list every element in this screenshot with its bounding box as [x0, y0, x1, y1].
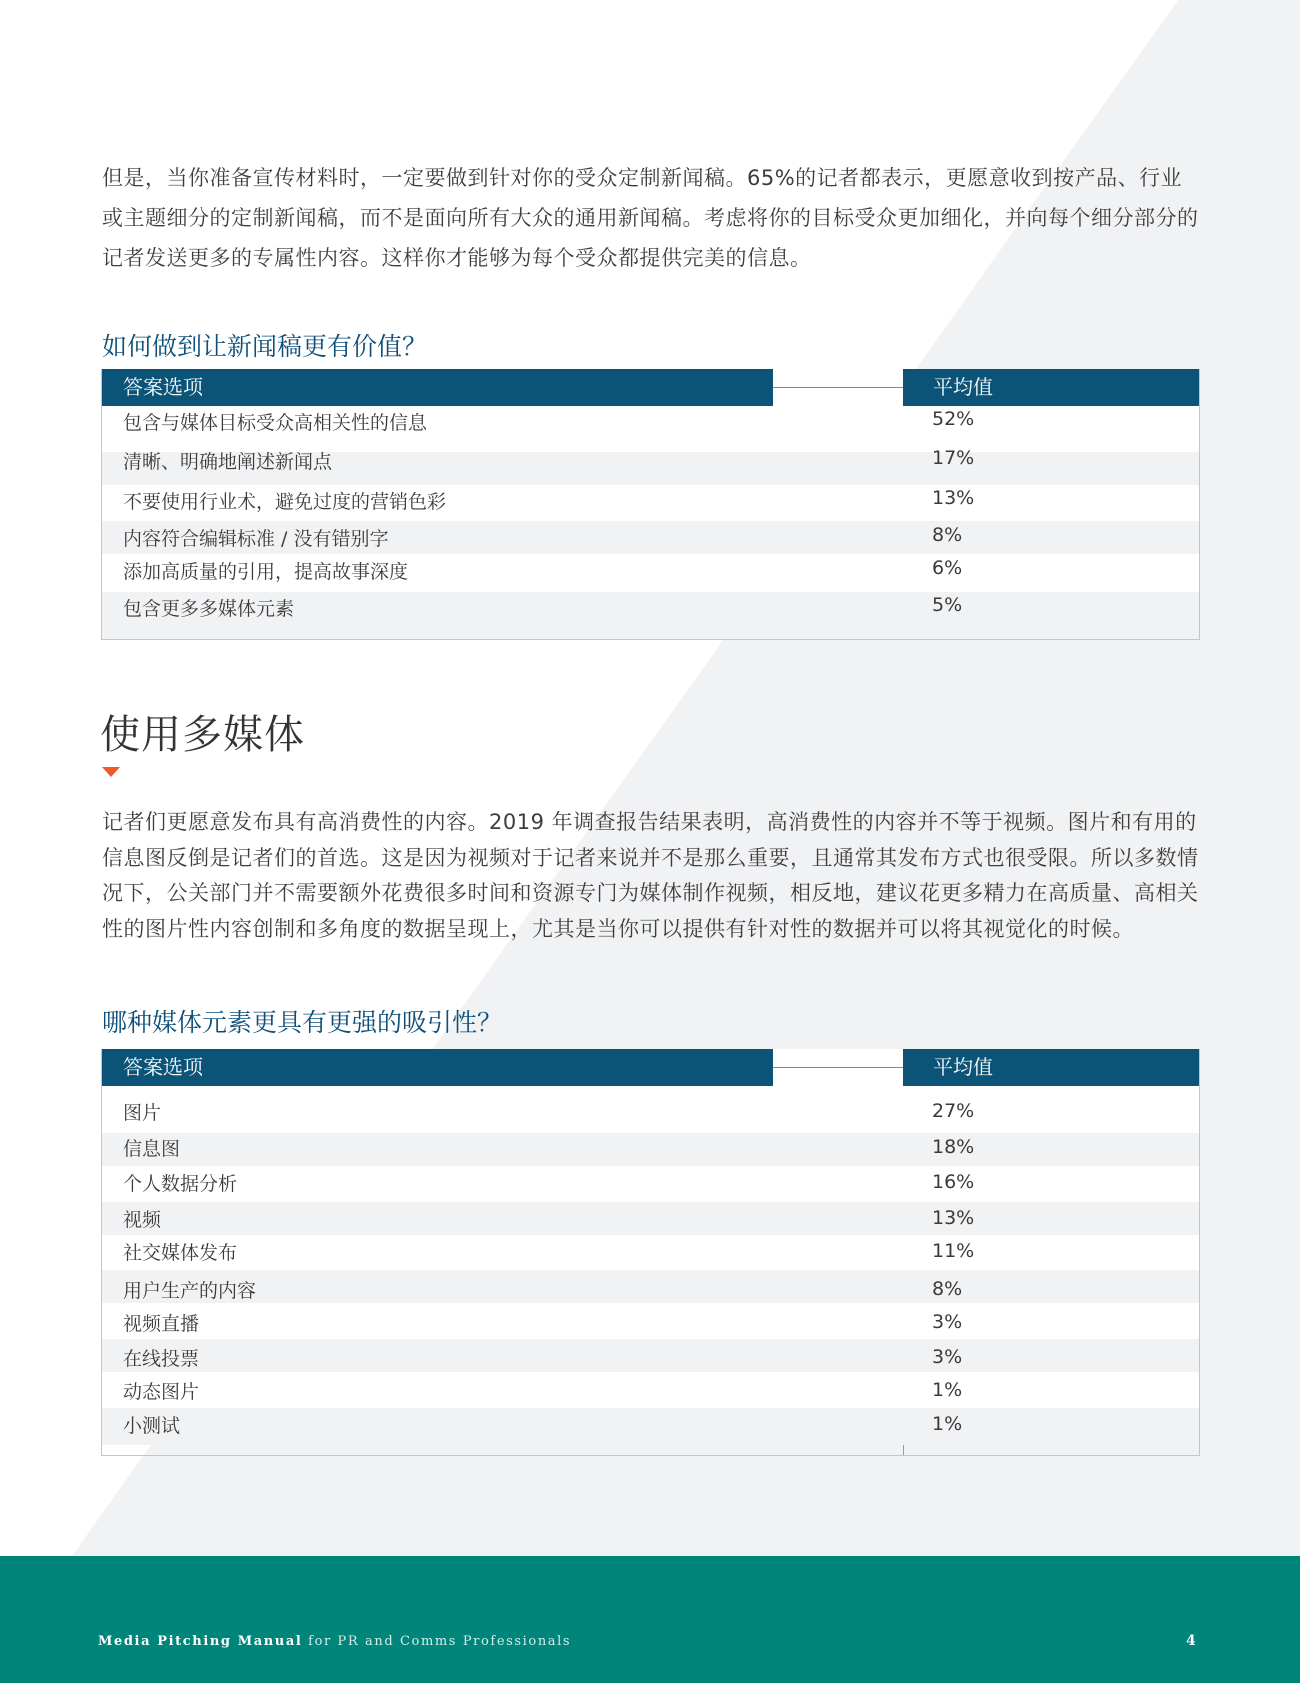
- header-connector-line: [773, 1067, 903, 1068]
- table-row: [102, 485, 1199, 521]
- row-option: 个人数据分析: [123, 1173, 238, 1195]
- row-value: 1%: [932, 1379, 963, 1401]
- table-header: [102, 1049, 1199, 1086]
- footer-title: [98, 1634, 571, 1649]
- row-value: 27%: [932, 1100, 975, 1122]
- row-value: 8%: [932, 524, 963, 546]
- row-option: 在线投票: [123, 1348, 200, 1370]
- table-2-title: 哪种媒体元素更具有更强的吸引性？: [102, 1008, 503, 1037]
- table-row: [102, 1202, 1199, 1235]
- media-elements-table: [101, 1049, 1200, 1456]
- table-row: [102, 1235, 1199, 1270]
- table-row: [102, 521, 1199, 554]
- header-average: 平均值: [903, 369, 1199, 406]
- triangle-marker-icon: [102, 767, 120, 777]
- table-row: [102, 1133, 1199, 1166]
- row-option: 动态图片: [123, 1381, 200, 1403]
- intro-paragraph: 但是，当你准备宣传材料时，一定要做到针对你的受众定制新闻稿。65%的记者都表示，更愿意收到按产品、行业或主题细分的定制新闻稿，而不是面向所有大众的通用新闻稿。考虑将你的目标受众更加细化，并向每个细分部分的记者发送更多的专属性内容。这样你才能够为每个受众都提供完美的信息。: [102, 166, 1199, 270]
- row-value: 13%: [932, 1207, 975, 1229]
- footer-bar: [0, 1556, 1300, 1683]
- table-body: [102, 406, 1199, 639]
- footer-title-bold: Media Pitching Manual: [98, 1634, 303, 1649]
- table-row: [102, 1166, 1199, 1202]
- table-row: [102, 554, 1199, 592]
- row-option: 视频直播: [123, 1313, 200, 1335]
- header-connector-line: [773, 387, 903, 388]
- row-value: 5%: [932, 594, 963, 616]
- row-value: 3%: [932, 1311, 963, 1333]
- table-1-title: 如何做到让新闻稿更有价值？: [102, 332, 428, 361]
- row-value: 6%: [932, 557, 963, 579]
- table-row: [102, 592, 1199, 639]
- table-row: [102, 1303, 1199, 1339]
- multimedia-paragraph: 记者们更愿意发布具有高消费性的内容。2019 年调查报告结果表明，高消费性的内容并不等于视频。图片和有用的信息图反倒是记者们的首选。这是因为视频对于记者来说并不是那么重要，且通常其发布方式也很受限。所以多数情况下，公关部门并不需要额外花费很多时间和资源专门为媒体制作视频，相反地，建议花更多精力在高质量、高相关性的图片性内容创制和多角度的数据呈现上，尤其是当你可以提供有针对性的数据并可以将其视觉化的时候。: [102, 810, 1199, 941]
- row-value: 13%: [932, 487, 975, 509]
- table-row: [102, 447, 1199, 485]
- row-value: 17%: [932, 447, 975, 469]
- row-option: 视频: [123, 1209, 162, 1231]
- row-option: 添加高质量的引用，提高故事深度: [123, 561, 409, 583]
- row-value: 3%: [932, 1346, 963, 1368]
- press-release-value-table: [101, 369, 1200, 640]
- row-option: 小测试: [123, 1415, 181, 1437]
- row-option: 包含与媒体目标受众高相关性的信息: [123, 412, 428, 434]
- table-row: [102, 1086, 1199, 1133]
- footer-title-rest: for PR and Comms Professionals: [302, 1634, 572, 1649]
- table-row: [102, 1372, 1199, 1408]
- page-number: 4: [1186, 1633, 1196, 1649]
- row-value: 52%: [932, 408, 975, 430]
- row-option: 内容符合编辑标准 / 没有错别字: [123, 528, 389, 550]
- table-row: [102, 1270, 1199, 1303]
- table-row: [102, 1339, 1199, 1372]
- table-row: [102, 406, 1199, 452]
- header-answer-option: 答案选项: [102, 1049, 773, 1086]
- row-value: 18%: [932, 1136, 975, 1158]
- row-option: 包含更多多媒体元素: [123, 598, 295, 620]
- header-average: 平均值: [903, 1049, 1199, 1086]
- table-row: [102, 1408, 1199, 1445]
- row-option: 图片: [123, 1102, 162, 1124]
- row-option: 用户生产的内容: [123, 1280, 257, 1302]
- row-value: 8%: [932, 1278, 963, 1300]
- table-header: [102, 369, 1199, 406]
- row-value: 16%: [932, 1171, 975, 1193]
- row-value: 11%: [932, 1240, 975, 1262]
- row-option: 信息图: [123, 1138, 181, 1160]
- table-body: [102, 1086, 1199, 1445]
- section-title: 使用多媒体: [100, 712, 305, 758]
- row-option: 不要使用行业术，避免过度的营销色彩: [123, 491, 447, 513]
- row-value: 1%: [932, 1413, 963, 1435]
- row-option: 清晰、明确地阐述新闻点: [123, 451, 333, 473]
- header-answer-option: 答案选项: [102, 369, 773, 406]
- row-option: 社交媒体发布: [123, 1242, 238, 1264]
